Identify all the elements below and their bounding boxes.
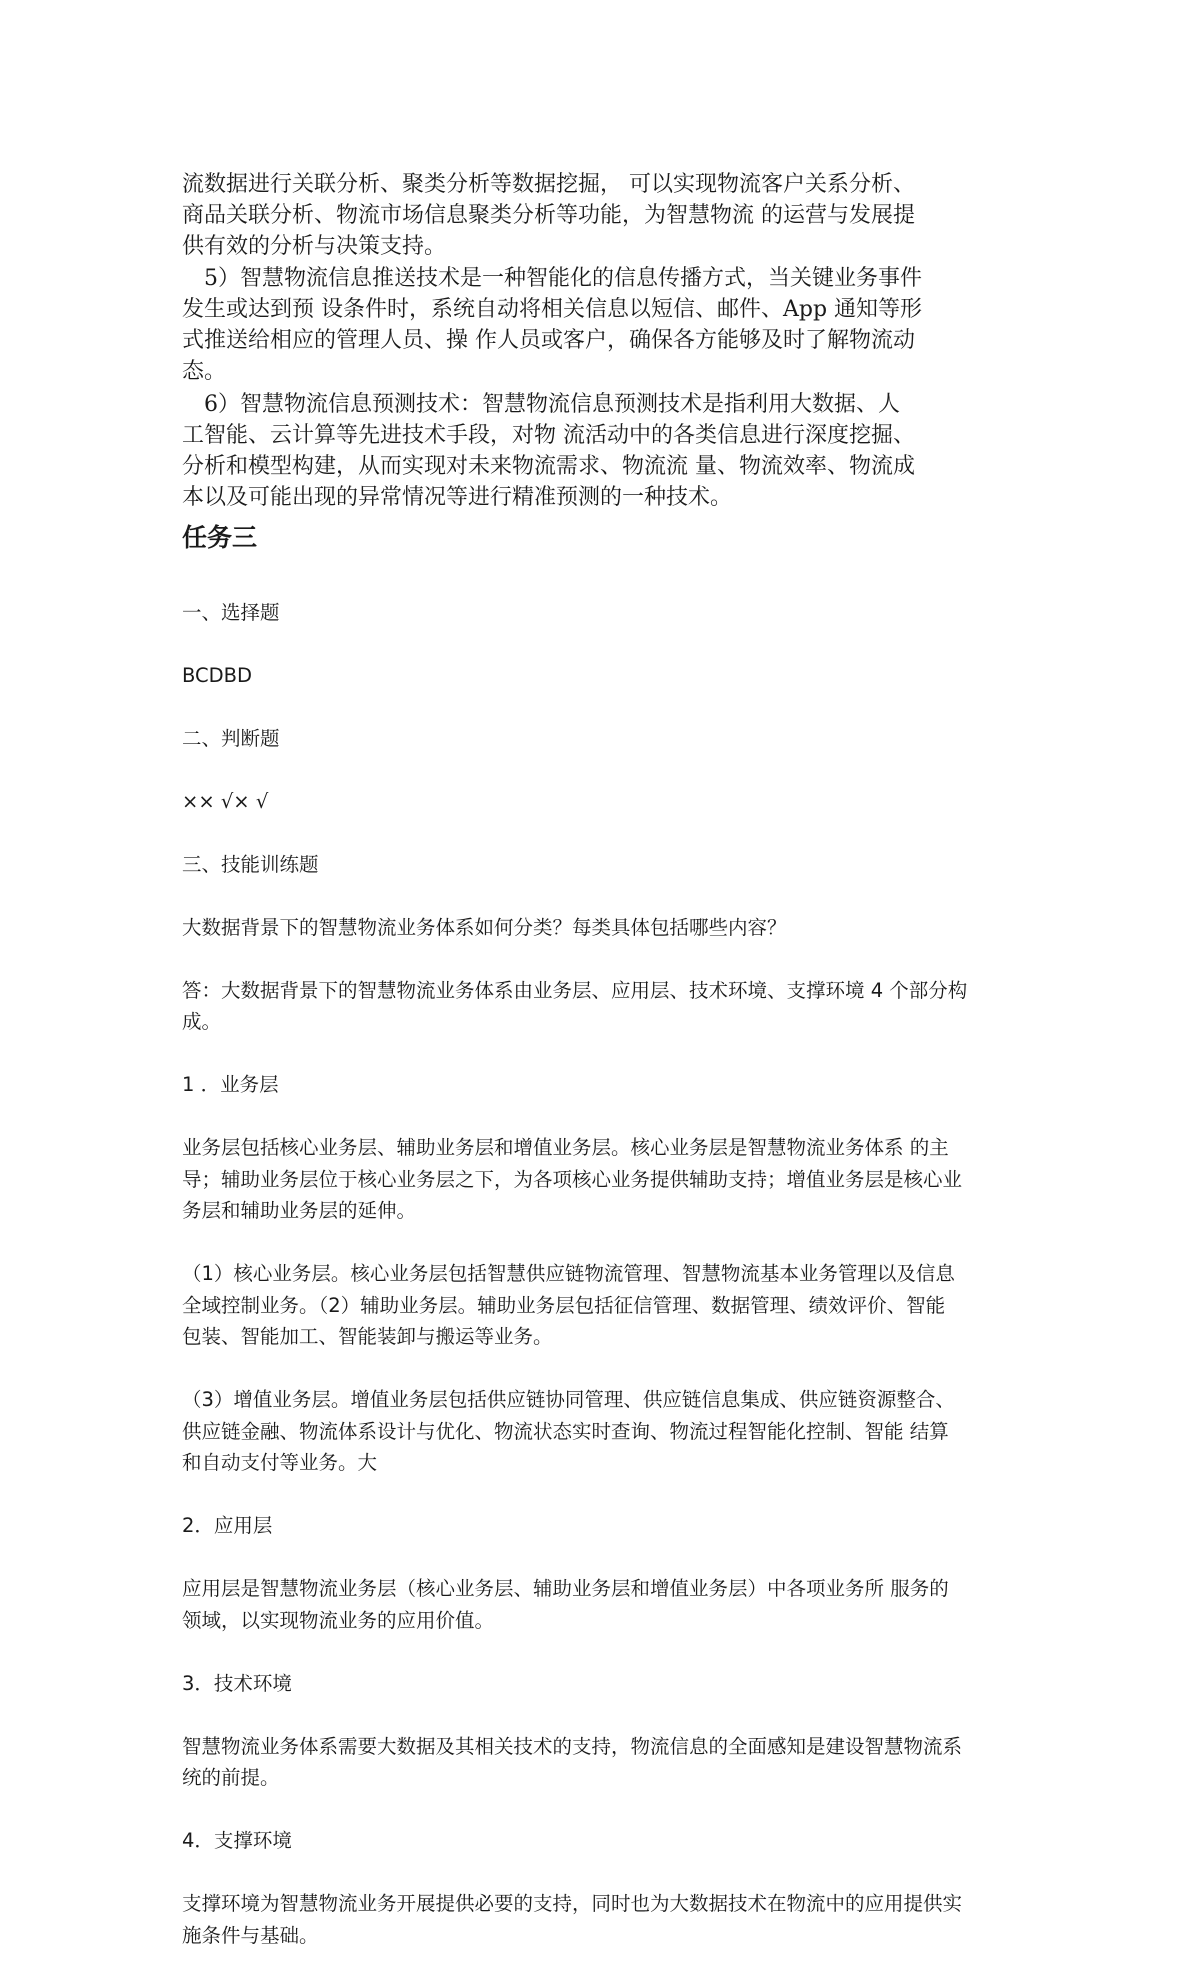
item-text-application: 应用层是智慧物流业务层（核心业务层、辅助业务层和增值业务层）中各项业务所 服务的 领域，以实现物流业务的应用价值。 [182, 1577, 949, 1632]
item-heading-support: 4．支撑环境 [182, 1829, 292, 1852]
item-heading-tech: 3．技术环境 [182, 1671, 292, 1695]
section-title: 任务三 [182, 523, 258, 552]
item-text-value-added: （3）增值业务层。增值业务层包括供应链协同管理、供应链信息集成、供应链资源整合、 供应链金融、物流体系设计与优化、物流状态实时查询、物流过程智能化控制、智能 结算 和自动支付等业务。大 [182, 1388, 955, 1474]
subheading-choice: 一、选择题 [182, 600, 280, 624]
question-text: 大数据背景下的智慧物流业务体系如何分类？每类具体包括哪些内容？ [182, 915, 787, 939]
judgement-answers: ×× √× √ [182, 789, 269, 813]
paragraph-text: 6）智慧物流信息预测技术：智慧物流信息预测技术是指利用大数据、人 工智能、云计算等先进技术手段，对物 流活动中的各类信息进行深度挖掘、 分析和模型构建，从而实现对未来物流需求、物流流 量、物流效率、物流成 本以及可能出现的异常情况等进行精准预测的一种技术。 [182, 392, 915, 510]
paragraph-text: 5）智慧物流信息推送技术是一种智能化的信息传播方式，当关键业务事件 发生或达到预 设条件时，系统自动将相关信息以短信、邮件、App 通知等形 式推送给相应的管理人员、操 作人员或客户，确保各方能够及时了解物流动 态。 [182, 266, 923, 384]
paragraph-text: 流数据进行关联分析、聚类分析等数据挖掘， 可以实现物流客户关系分析、 商品关联分析、物流市场信息聚类分析等功能，为智慧物流 的运营与发展提 供有效的分析与决策支持。 [182, 172, 915, 259]
item-heading-application: 2．应用层 [182, 1514, 273, 1537]
choice-answers: BCDBD [182, 663, 253, 687]
item-text-core-aux: （1）核心业务层。核心业务层包括智慧供应链物流管理、智慧物流基本业务管理以及信息 全域控制业务。（2）辅助业务层。辅助业务层包括征信管理、数据管理、绩效评价、智能 包装、智能加工、智能装卸与搬运等业务。 [182, 1262, 955, 1348]
item-text-tech: 智慧物流业务体系需要大数据及其相关技术的支持，物流信息的全面感知是建设智慧物流系 统的前提。 [182, 1734, 963, 1789]
answer-intro: 答：大数据背景下的智慧物流业务体系由业务层、应用层、技术环境、支撑环境 4 个部分构 成。 [182, 978, 968, 1033]
upper-paragraph-3 [182, 358, 1012, 544]
task3-body [182, 565, 1012, 1983]
item-text-support: 支撑环境为智慧物流业务开展提供必要的支持，同时也为大数据技术在物流中的应用提供实 施条件与基础。 [182, 1892, 963, 1947]
subheading-skills: 三、技能训练题 [182, 852, 319, 876]
item-text-business: 业务层包括核心业务层、辅助业务层和增值业务层。核心业务层是智慧物流业务体系 的主 导；辅助业务层位于核心业务层之下，为各项核心业务提供辅助支持；增值业务层是核心业 务层和辅助业务层的延伸。 [182, 1136, 963, 1222]
item-heading-business: 1 ．业务层 [182, 1073, 279, 1096]
subheading-judgement: 二、判断题 [182, 726, 280, 750]
